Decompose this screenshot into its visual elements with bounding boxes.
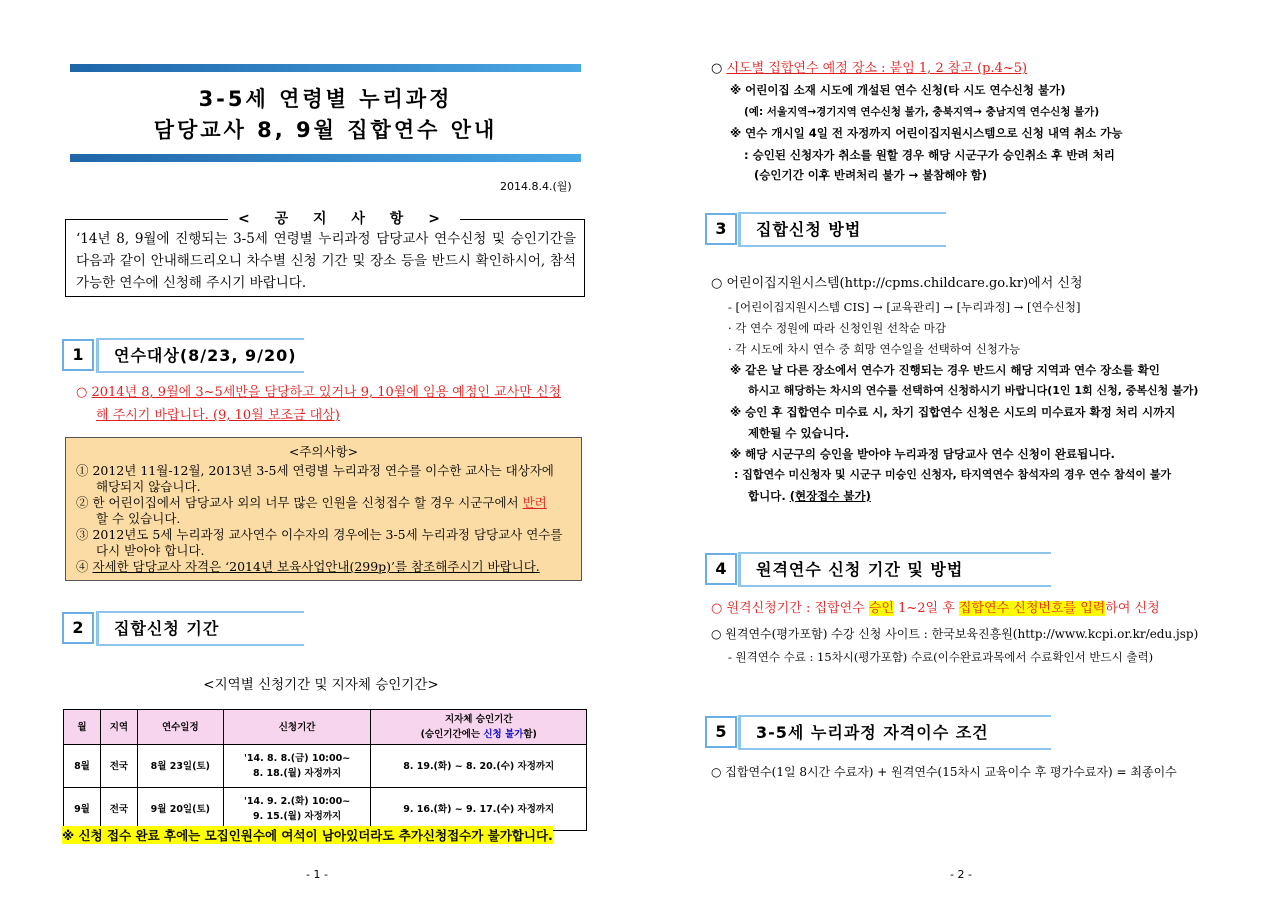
remote-period-text: ○ 원격신청기간 : 집합연수 bbox=[711, 601, 869, 616]
caution-item-2-red: 반려 bbox=[522, 495, 547, 510]
apply-end: 9. 15.(월) 자정까지 bbox=[252, 811, 342, 822]
section-4-number: 4 bbox=[705, 553, 737, 585]
table-row bbox=[64, 745, 587, 788]
caution-item-4 bbox=[76, 559, 540, 575]
title-line-2: 담당교사 8, 9월 집합연수 안내 bbox=[153, 118, 498, 142]
approval-header-title: 지자체 승인기간 bbox=[444, 714, 513, 725]
venue-note-2-sub-1: : 승인된 신청자가 취소를 원할 경우 해당 시군구가 승인취소 후 반려 처리 bbox=[744, 148, 1115, 162]
remote-period-highlight-1: 승인 bbox=[868, 601, 894, 616]
section-3-note-1b: 하시고 해당하는 차시의 연수를 선택하여 신청하시기 바랍니다(1인 1회 신청, 중복신청 불가) bbox=[748, 384, 1199, 397]
page-1 bbox=[0, 0, 642, 909]
section-3-number: 3 bbox=[705, 213, 737, 245]
caution-item-1a: ① 2012년 11월-12월, 2013년 3-5세 연령별 누리과정 연수를 이수한 교사는 대상자에 bbox=[76, 463, 554, 478]
approval-note-pre: (승인기간에는 bbox=[420, 729, 484, 740]
section-3-note-2a: ※ 승인 후 집합연수 미수료 시, 차기 집합연수 신청은 시도의 미수료자 확정 처리 시까지 bbox=[730, 405, 1176, 419]
document-date: 2014.8.4.(월) bbox=[500, 180, 572, 193]
section-5-label: 3-5세 누리과정 자격이수 조건 bbox=[738, 715, 1051, 750]
title-bottom-bar bbox=[70, 154, 581, 162]
bullet-icon: ○ bbox=[711, 61, 723, 76]
header-schedule: 연수일정 bbox=[137, 710, 223, 745]
approval-note-post: 함) bbox=[523, 729, 537, 740]
caution-item-2b: 할 수 있습니다. bbox=[96, 511, 181, 526]
cell-apply-period bbox=[223, 788, 371, 831]
section-2-label: 집합신청 기간 bbox=[96, 611, 304, 646]
target-text-1: 2014년 8, 9월에 3~5세반을 담당하고 있거나 9, 10월에 임용 예정인 교사만 신청 bbox=[91, 385, 562, 400]
table-note: ※ 신청 접수 완료 후에는 모집인원수에 여석이 남아있더라도 추가신청접수가 불가합니다. bbox=[62, 828, 553, 843]
table-header-row bbox=[64, 710, 587, 745]
section-1-target-line-2 bbox=[96, 407, 340, 425]
section-3-dot-2: · 각 시도에 차시 연수 중 희망 연수일을 선택하여 신청가능 bbox=[728, 342, 1021, 356]
caution-item-4-num: ④ bbox=[76, 559, 93, 574]
cell-month: 8월 bbox=[64, 745, 101, 788]
caution-header: <주의사항> bbox=[288, 444, 359, 459]
cell-schedule: 9월 20일(토) bbox=[137, 788, 223, 831]
table-row bbox=[64, 788, 587, 831]
section-3-note-3: ※ 해당 시군구의 승인을 받아야 누리과정 담당교사 연수 신청이 완료됩니다. bbox=[730, 447, 1115, 461]
section-4-line-3: - 원격연수 수료 : 15차시(평가포함) 수료(이수완료과목에서 수료확인서 반드시 출력) bbox=[728, 650, 1154, 664]
header-approval-period bbox=[371, 710, 587, 745]
page-number-2: - 2 - bbox=[950, 868, 972, 881]
header-month: 월 bbox=[64, 710, 101, 745]
caution-item-1b: 해당되지 않습니다. bbox=[96, 479, 201, 494]
caution-item-3a: ③ 2012년도 5세 누리과정 교사연수 이수자의 경우에는 3-5세 누리과정 담당교사 연수를 bbox=[76, 527, 563, 542]
cell-approval: 9. 16.(화) ~ 9. 17.(수) 자정까지 bbox=[371, 788, 587, 831]
approval-header-note bbox=[373, 727, 584, 742]
title-line-1: 3-5세 연령별 누리과정 bbox=[198, 87, 453, 111]
note-4b-text: 합니다. bbox=[748, 489, 790, 503]
remote-period-mid: 1~2일 후 bbox=[893, 601, 959, 616]
apply-start: '14. 9. 2.(화) 10:00~ bbox=[244, 796, 351, 807]
cell-month: 9월 bbox=[64, 788, 101, 831]
section-3-path: - [어린이집지원시스템 CIS] → [교육관리] → [누리과정] → [연수신청] bbox=[728, 300, 1081, 314]
apply-end: 8. 18.(월) 자정까지 bbox=[252, 768, 342, 779]
venue-note-2-sub-2: (승인기간 이후 반려처리 불가 → 불참해야 함) bbox=[754, 168, 988, 182]
apply-start: '14. 8. 8.(금) 10:00~ bbox=[244, 753, 351, 764]
section-5-number: 5 bbox=[705, 716, 737, 748]
remote-period-post: 하여 신청 bbox=[1105, 601, 1160, 616]
header-region: 지역 bbox=[100, 710, 137, 745]
cell-region: 전국 bbox=[100, 788, 137, 831]
section-2-number: 2 bbox=[62, 612, 94, 644]
approval-note-blue: 신청 불가 bbox=[483, 729, 524, 740]
venue-text: 시도별 집합연수 예정 장소 : 붙임 1, 2 참고 (p.4~5) bbox=[726, 61, 1028, 76]
schedule-table bbox=[63, 709, 587, 831]
table-caption: <지역별 신청기간 및 지자체 승인기간> bbox=[203, 677, 439, 693]
caution-item-4-text: 자세한 담당교사 자격은 ‘2014년 보육사업안내(299p)’를 참조해주시기 바랍니다. bbox=[92, 559, 540, 574]
venue-line bbox=[711, 60, 1027, 78]
page-number-1: - 1 - bbox=[306, 868, 328, 881]
caution-item-2a bbox=[76, 495, 547, 511]
caution-item-2-text: ② 한 어린이집에서 담당교사 외의 너무 많은 인원을 신청접수 할 경우 시군구에서 bbox=[76, 495, 523, 510]
cell-schedule: 8월 23일(토) bbox=[137, 745, 223, 788]
section-3-label: 집합신청 방법 bbox=[738, 212, 946, 247]
section-4-line-1 bbox=[711, 600, 1160, 618]
page-2 bbox=[642, 0, 1285, 909]
title-top-bar bbox=[70, 64, 581, 72]
section-5-line-1: ○ 집합연수(1일 8시간 수료자) + 원격연수(15차시 교육이수 후 평가수료자) = 최종이수 bbox=[711, 765, 1177, 779]
venue-note-1-sub: (예: 서울지역→경기지역 연수신청 불가, 충북지역→ 충남지역 연수신청 불가) bbox=[744, 106, 1100, 118]
bullet-icon: ○ bbox=[76, 385, 88, 400]
header-apply-period: 신청기간 bbox=[223, 710, 371, 745]
notice-title: < 공 지 사 항 > bbox=[228, 208, 460, 228]
cell-approval: 8. 19.(화) ~ 8. 20.(수) 자정까지 bbox=[371, 745, 587, 788]
cell-region: 전국 bbox=[100, 745, 137, 788]
caution-item-3b: 다시 받아야 합니다. bbox=[96, 543, 205, 558]
section-3-note-4a: : 집합연수 미신청자 및 시군구 미승인 신청자, 타지역연수 참석자의 경우 연수 참석이 불가 bbox=[734, 468, 1172, 481]
caution-box bbox=[65, 437, 582, 581]
venue-note-2: ※ 연수 개시일 4일 전 자정까지 어린이집지원시스템으로 신청 내역 취소 가능 bbox=[730, 126, 1123, 140]
target-text-2: 해 주시기 바랍니다. (9, 10월 보조금 대상) bbox=[96, 408, 340, 423]
note-4b-underlined: (현장접수 불가) bbox=[789, 489, 871, 503]
remote-period-highlight-2: 집합연수 신청번호를 입력 bbox=[958, 601, 1106, 616]
section-1-number: 1 bbox=[62, 339, 94, 371]
section-1-label: 연수대상(8/23, 9/20) bbox=[96, 338, 304, 373]
venue-note-1: ※ 어린이집 소재 시도에 개설된 연수 신청(타 시도 연수신청 불가) bbox=[730, 83, 1066, 97]
cell-apply-period bbox=[223, 745, 371, 788]
section-3-note-2b: 제한될 수 있습니다. bbox=[748, 426, 850, 440]
section-4-label: 원격연수 신청 기간 및 방법 bbox=[738, 552, 1051, 587]
section-3-main: ○ 어린이집지원시스템(http://cpms.childcare.go.kr)에서 신청 bbox=[711, 276, 1083, 291]
notice-body: ‘14년 8, 9월에 진행되는 3-5세 연령별 누리과정 담당교사 연수신청 및 승인기간을 다음과 같이 안내해드리오니 차수별 신청 기간 및 장소 등을 반드시 확인하시어, 참석 가능한 연수에 신청해 주시기 바랍니다. bbox=[76, 231, 576, 291]
section-3-note-1a: ※ 같은 날 다른 장소에서 연수가 진행되는 경우 반드시 해당 지역과 연수 장소를 확인 bbox=[730, 363, 1160, 377]
section-3-note-4b bbox=[748, 487, 871, 505]
section-4-line-2: ○ 원격연수(평가포함) 수강 신청 사이트 : 한국보육진흥원(http://www.kcpi.or.kr/edu.jsp) bbox=[711, 627, 1199, 641]
section-3-dot-1: · 각 연수 정원에 따라 신청인원 선착순 마감 bbox=[728, 321, 947, 335]
section-1-target-line-1 bbox=[76, 384, 561, 402]
